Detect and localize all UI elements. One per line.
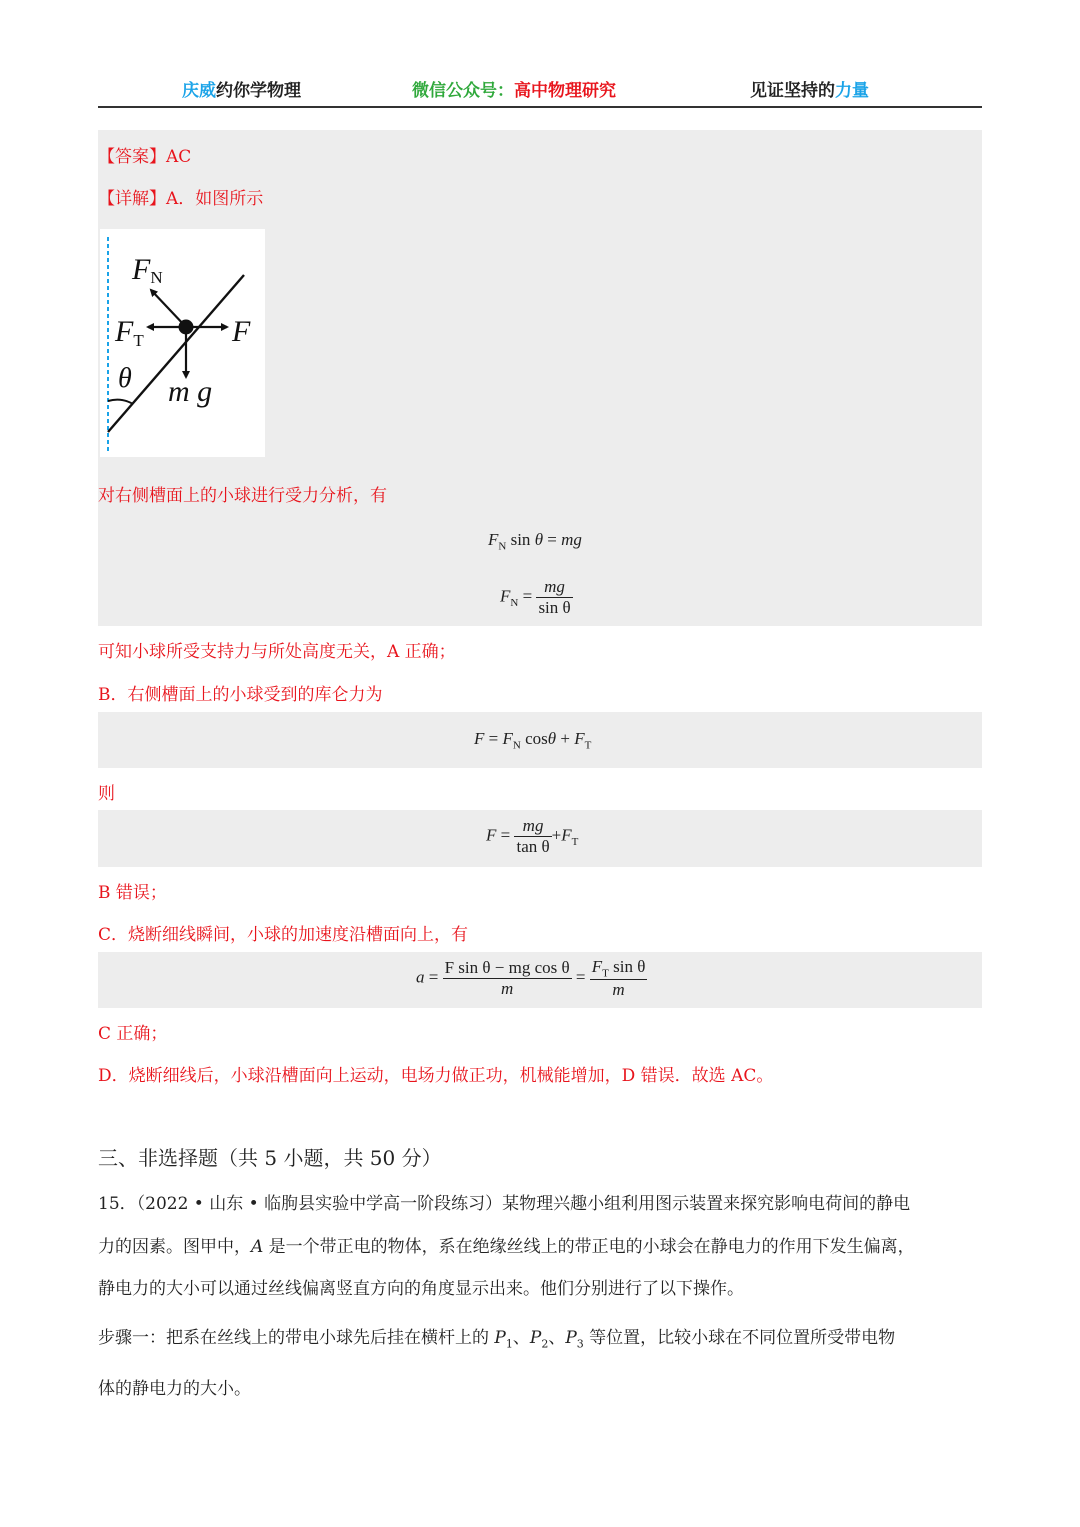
conclusion-a: 可知小球所受支持力与所处高度无关，A 正确； [98,642,456,662]
b-wrong: B 错误； [98,883,167,903]
label-mg: m g [168,375,213,408]
q15-line1: 15．（2022 • 山东 • 临朐县实验中学高一阶段练习）某物理兴趣小组利用图示装置来探究影响电荷间的静电 [98,1194,911,1214]
answer-line [98,142,191,167]
label-fn: FN [132,253,163,287]
header-mid-label: 微信公众号： [412,81,514,101]
header-left [182,76,301,101]
label-theta: θ [118,363,132,394]
part-c-text: C．烧断细线瞬间，小球的加速度沿槽面向上，有 [98,925,469,945]
answer-value: AC [166,147,192,167]
part-b-text: B．右侧槽面上的小球受到的库仑力为 [98,685,383,705]
q15-line2: 力的因素。图甲中，A 是一个带正电的物体，系在绝缘丝线上的带正电的小球会在静电力的作用下发生偏离， [98,1237,915,1257]
equation-2: $F_N$ = $\frac{mg}{\text{sin θ}}$ [500,577,571,617]
q15-line3: 静电力的大小可以通过丝线偏离竖直方向的角度显示出来。他们分别进行了以下操作。 [98,1279,744,1299]
page-header [98,76,982,104]
header-mid [412,76,616,101]
ball [179,320,194,335]
part-d-text: D．烧断细线后，小球沿槽面向上运动，电场力做正功，机械能增加，D 错误．故选 AC。 [98,1066,774,1086]
header-left-accent: 庆威 [182,81,216,101]
equation-3: $F = F_N$ $\cos\theta + F_T$ [474,729,592,752]
section-title: 三、非选择题（共 5 小题，共 50 分） [98,1146,442,1170]
equation-5: a = $\frac{\text{F sin θ − mg cos θ}}{m}$ = $\frac{F_T \sin \theta}{m}$ [416,957,646,1000]
detail-label: 【详解】 [98,189,166,209]
detail-text: A．如图所示 [166,189,264,209]
header-right-text: 见证坚持的 [750,81,835,101]
header-mid-value: 高中物理研究 [514,81,616,101]
header-left-text: 约你学物理 [216,81,301,101]
q15-line5: 体的静电力的大小。 [98,1379,251,1399]
label-ft: FT [115,315,144,350]
header-rule [98,106,982,108]
answer-label: 【答案】 [98,147,166,167]
equation-1: $F_N$ sin θ = mg [488,530,582,553]
header-right [750,76,869,101]
then-text: 则 [98,784,115,804]
q15-line4: 步骤一：把系在丝线上的带电小球先后挂在横杆上的 $P_1$、$P_2$、$P_3$ 等位置，比较小球在不同位置所受带电物 [98,1328,896,1351]
c-right: C 正确； [98,1024,168,1044]
equation-4: F = $\frac{mg}{\text{tan θ}}$ $+F_T$ [486,816,579,856]
header-right-accent: 力量 [835,81,869,101]
analysis-intro: 对右侧槽面上的小球进行受力分析，有 [98,486,387,506]
force-diagram [100,229,265,457]
detail-line [98,184,263,209]
label-f: F [232,315,251,348]
